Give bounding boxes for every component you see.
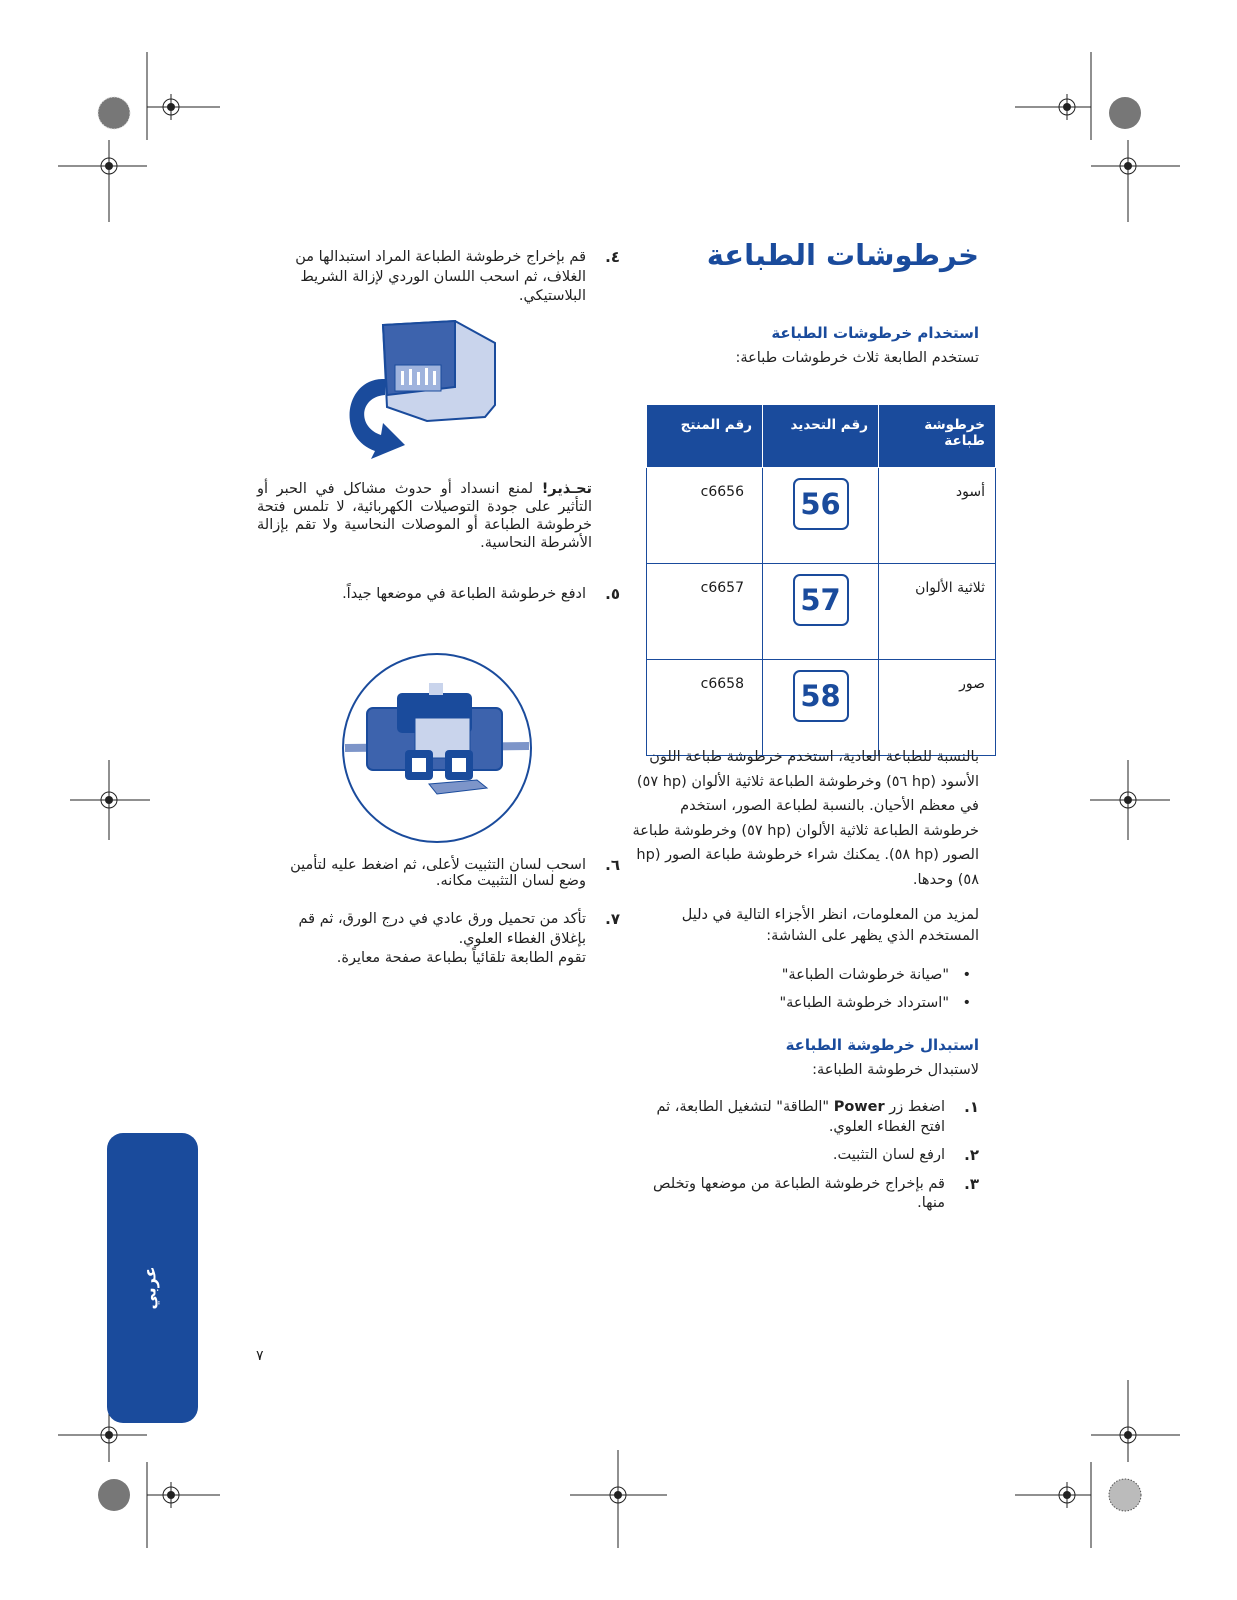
carriage-illustration xyxy=(337,648,537,848)
header-type: خرطوشة طباعة xyxy=(879,405,996,468)
replace-intro: لاستبدال خرطوشة الطباعة: xyxy=(812,1062,979,1078)
more-info-paragraph: لمزيد من المعلومات، انظر الأجزاء التالية في دليل المستخدم الذي يظهر على الشاشة: xyxy=(681,907,979,944)
table-row xyxy=(647,468,996,564)
cartridge-table xyxy=(646,404,996,756)
table-row xyxy=(647,660,996,756)
product-cell: c6656 xyxy=(647,468,763,564)
usage-paragraph: بالنسبة للطباعة العادية، استخدم خرطوشة طباعة اللون الأسود (hp ٥٦) وخرطوشة الطباعة ثلاثية الألوان (hp ٥٧) في معظم الأحيان. بالنسبة لطباعة الصور، استخدم خرطوشة الطباعة ثلاثية الألوان (hp ٥٧) وخرطوشة طباعة الصور (hp ٥٨). يمكنك شراء خرطوشة طباعة الصور (hp ٥٨) وحدها. xyxy=(632,749,979,888)
header-product: رقم المنتج xyxy=(647,405,763,468)
step-5: ٥. ادفع خرطوشة الطباعة في موضعها جيداً. xyxy=(342,585,620,603)
language-tab-label: عربي xyxy=(140,1266,160,1310)
select-number-badge: 56 xyxy=(793,478,849,530)
replace-heading: استبدال خرطوشة الطباعة xyxy=(785,1036,979,1054)
step-2: ٢. ارفع لسان التثبيت. xyxy=(832,1146,979,1164)
type-cell: ثلاثية الألوان xyxy=(879,564,996,660)
list-item: • "صيانة خرطوشات الطباعة" xyxy=(781,967,971,983)
more-info-list xyxy=(659,966,979,1021)
caution-label: تحـذير! xyxy=(541,481,592,497)
type-cell: صور xyxy=(879,660,996,756)
type-cell: أسود xyxy=(879,468,996,564)
select-number-badge: 57 xyxy=(793,574,849,626)
header-select: رقم التحديد xyxy=(763,405,879,468)
product-cell: c6658 xyxy=(647,660,763,756)
cartridge-illustration xyxy=(335,317,510,467)
step-7-note: تقوم الطابعة تلقائياً بطباعة صفحة معايرة. xyxy=(336,950,586,966)
list-item: • "استرداد خرطوشة الطباعة" xyxy=(779,994,971,1011)
product-cell: c6657 xyxy=(647,564,763,660)
page-number: ٧ xyxy=(256,1348,264,1364)
step-4: ٤. قم بإخراج خرطوشة الطباعة المراد استبدالها من الغلاف، ثم اسحب اللسان الوردي لإزالة الشريط البلاستيكي. xyxy=(295,248,620,304)
replace-steps xyxy=(629,1098,979,1223)
caution-note: تحـذير! لمنع انسداد أو حدوث مشاكل في الحبر أو التأثير على جودة التوصيلات الكهربائية، لا تلمس فتحة خرطوشة الطباعة أو الموصلات النحاسية ولا تقم بإزالة الأشرطة النحاسية. xyxy=(257,481,592,551)
step-1: ١. اضغط زر Power "الطاقة" لتشغيل الطابعة، ثم افتح الغطاء العلوي. xyxy=(656,1098,979,1135)
step-7: ٧. تأكد من تحميل ورق عادي في درج الورق، ثم قم بإغلاق الغطاء العلوي. تقوم الطابعة تلقائياً بطباعة صفحة معايرة. xyxy=(275,910,620,969)
page-title: خرطوشات الطباعة xyxy=(706,238,979,272)
using-intro: تستخدم الطابعة ثلاث خرطوشات طباعة: xyxy=(735,350,979,366)
table-row xyxy=(647,564,996,660)
step-6: ٦. اسحب لسان التثبيت لأعلى، ثم اضغط عليه لتأمين وضع لسان التثبيت مكانه. xyxy=(290,856,620,889)
using-heading: استخدام خرطوشات الطباعة xyxy=(771,324,979,342)
select-number-badge: 58 xyxy=(793,670,849,722)
step-3: ٣. قم بإخراج خرطوشة الطباعة من موضعها وتخلص منها. xyxy=(653,1174,979,1211)
